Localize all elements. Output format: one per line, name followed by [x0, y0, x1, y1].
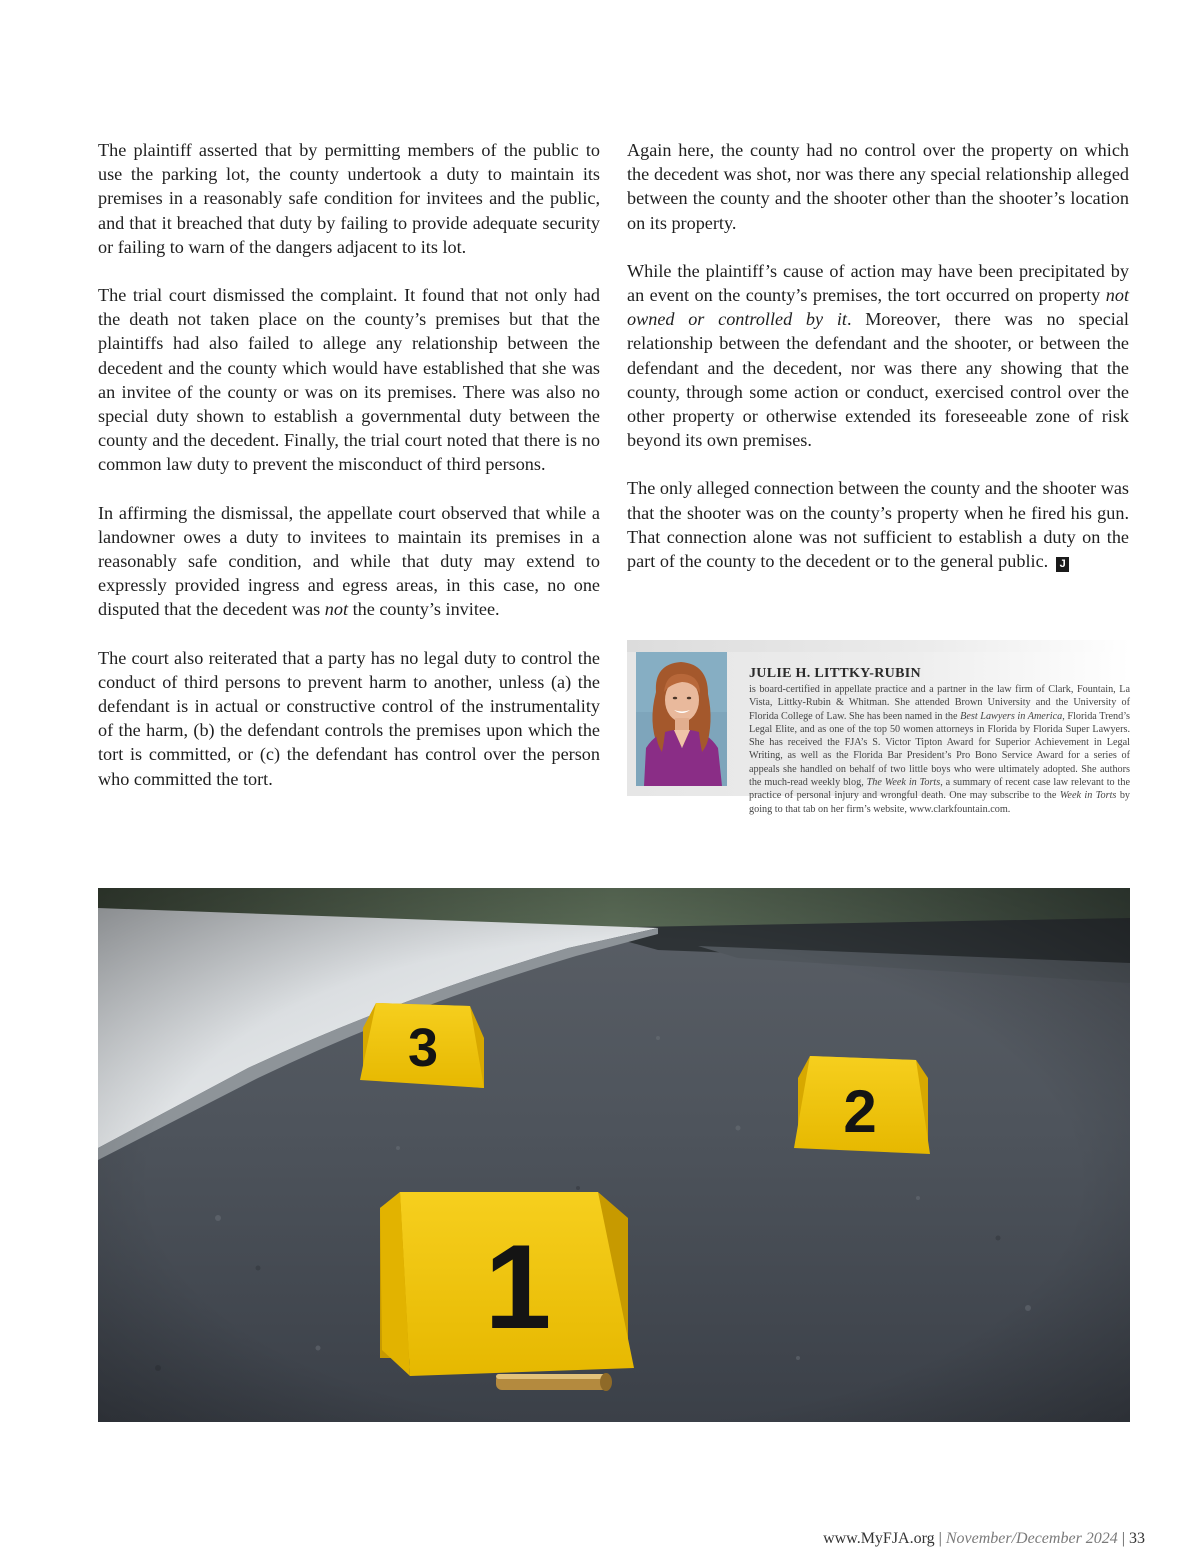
text-run: The only alleged connection between the county and the shooter was that the shooter was on the county’s property when he fired his gun. That connection alone was not sufficient to establish a duty on the part of the county to the decedent or to the general public. — [627, 478, 1129, 572]
text-run: the county’s invitee. — [348, 599, 500, 620]
author-photo — [636, 652, 727, 786]
paragraph-tort-location — [627, 259, 1129, 453]
article-column-left — [98, 138, 600, 815]
footer-issue: November/December 2024 — [945, 1530, 1118, 1547]
author-portrait-icon — [636, 652, 727, 786]
bio-text — [749, 666, 1130, 816]
bio-top-shade — [627, 640, 1130, 652]
emphasis-text: not owned or controlled by it — [627, 285, 1129, 330]
text-run: In affirming the dismissal, the appellate court observed that while a landowner owes a duty to invitees to maintain its premises in a reasonably safe condition, and while that duty may extend to expressly provided ingress and egress areas, in this case, no one disputed that the decedent was — [98, 502, 600, 620]
paragraph-no-legal-duty: The court also reiterated that a party has no legal duty to control the conduct of third persons to prevent harm to another, unless (a) the defendant is in actual or constructive control of the instrumentality of the harm, (b) the defendant controls the premises upon which the tort is committed, or (c) the defendant has control over the person who committed the tort. — [98, 647, 600, 789]
text-run: , a summary of recent case law relevant to the practice of personal injury and wrongful death. One may subscribe to the — [749, 777, 1130, 802]
text-run: While the plaintiff’s cause of action may have been precipitated by an event on the county’s premises, the tort occurred on property — [627, 260, 1129, 306]
footer-site: www.MyFJA.org — [823, 1530, 935, 1547]
emphasis-text: The Week in Torts — [866, 777, 941, 789]
paragraph-trial-court: The trial court dismissed the complaint. It found that not only had the death not taken place on the county’s premises but that the plaintiffs had also failed to allege any relationship between the decedent and the county which would have established that she was an invitee of the county or was on its premises. There was also no special duty shown to establish a governmental duty between the county and the decedent. Finally, the trial court noted that there is no common law duty to prevent the misconduct of third persons. — [98, 285, 600, 475]
evidence-markers-illustration — [98, 888, 1130, 1422]
author-name: JULIE H. LITTKY-RUBIN — [749, 666, 921, 681]
paragraph-only-connection — [627, 476, 1129, 573]
page-number: 33 — [1129, 1530, 1145, 1547]
end-mark-icon: J — [1056, 557, 1069, 572]
crime-scene-photo — [98, 888, 1130, 1422]
footer-separator: | — [1121, 1530, 1125, 1547]
text-run: . Moreover, there was no special relationship between the defendant and the shooter, or between the defendant and the decedent, nor was there any showing that the county, through some action or conduct, exercised control over the other property or otherwise extended its foreseeable zone of risk beyond its own premises. — [627, 309, 1129, 451]
page-footer — [823, 1530, 1145, 1548]
paragraph-plaintiff-assertion: The plaintiff asserted that by permitting members of the public to use the parking lot, the county undertook a duty to maintain its premises in a reasonably safe condition for invitees and the public, and that it breached that duty by failing to provide adequate security or failing to warn of the dangers adjacent to its lot. — [98, 140, 600, 257]
text-run: by going to that tab on her firm’s website, www.clarkfountain.com. — [749, 790, 1131, 815]
emphasis-text: Best Lawyers in America — [960, 710, 1063, 722]
emphasis-text: not — [324, 599, 349, 620]
author-bio-box — [627, 640, 1130, 830]
paragraph-appellate-affirmance — [98, 501, 600, 622]
article-column-right — [627, 138, 1129, 597]
footer-separator: | — [938, 1530, 942, 1547]
paragraph-no-control: Again here, the county had no control over the property on which the decedent was shot, nor was there any special relationship alleged between the county and the shooter other than the shooter’s location on its property. — [627, 140, 1129, 233]
emphasis-text: Week in Torts — [1059, 790, 1117, 802]
text-run: is board-certified in appellate practice and a partner in the law firm of Clark, Fountain, La Vista, Littky-Rubin & Whitman. She attended Brown University and the University of Florida College of Law. She has been named in the — [749, 684, 1130, 722]
text-run: , Florida Trend’s Legal Elite, and as one of the top 50 women attorneys in Florida by Florida Super Lawyers. She has received the FJA’s S. Victor Tipton Award for Superior Achievement in Legal Writing, as well as the Florida Bar President’s Pro Bono Service Award for a series of appeals she handled on behalf of two little boys who were ultimately adopted. She authors the much-read weekly blog, — [749, 710, 1130, 789]
